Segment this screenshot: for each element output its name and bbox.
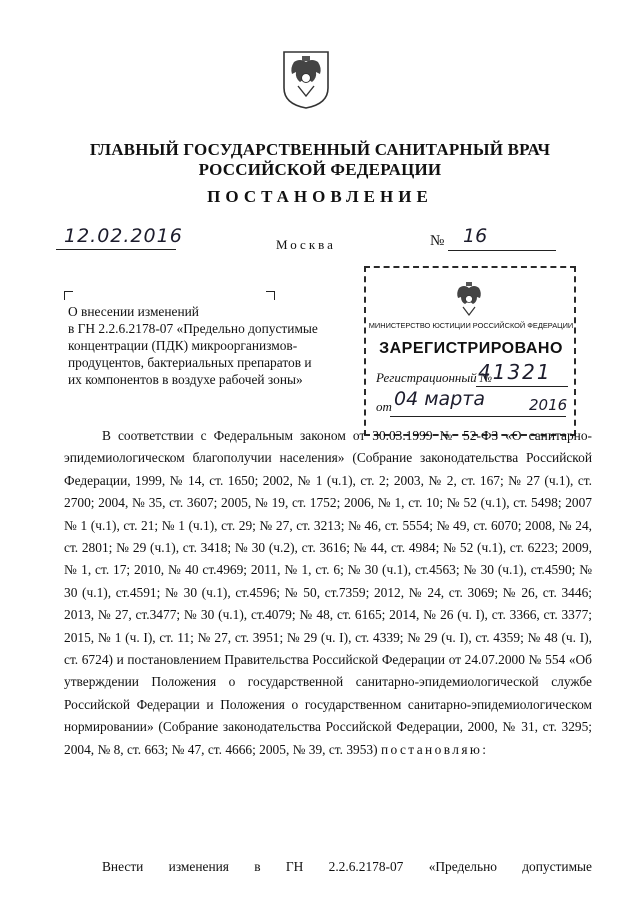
stamp-ministry-name: МИНИСТЕРСТВО ЮСТИЦИИ РОССИЙСКОЙ ФЕДЕРАЦИИ: [368, 321, 574, 330]
subject-line: в ГН 2.2.6.2178-07 «Предельно допустимые: [68, 321, 318, 336]
number-label: №: [430, 233, 445, 249]
state-emblem-icon: [278, 48, 334, 110]
subject-line: продуцентов, бактериальных препаратов и: [68, 355, 312, 370]
subject-line: концентрации (ПДК) микроорганизмов-: [68, 338, 298, 353]
handwritten-number: 16: [463, 225, 488, 247]
stamp-from-label: от: [376, 399, 392, 414]
preamble-paragraph: [64, 425, 592, 761]
stamp-emblem-icon: [450, 278, 488, 320]
subject-bracket-right: [266, 291, 275, 300]
date-underline: [56, 249, 176, 250]
subject-line: их компонентов в воздухе рабочей зоны»: [68, 372, 303, 387]
subject-bracket-left: [64, 291, 73, 300]
city-label: Москва: [276, 237, 336, 252]
subject-line: О внесении изменений: [68, 304, 199, 319]
paragraph-start: Внести изменения в ГН 2.2.6.2178-07 «Предельно допустимые: [102, 859, 592, 874]
preamble-text: В соответствии с Федеральным законом от 30.03.1999 № 52-ФЗ «О санитарно-эпидемиологическом благополучии населения» (Собрание законодательства Российской Федерации, 1999, № 14, ст. 1650; 2002, № 1 (ч.1), ст. 2; 2003, № 2, ст. 167; № 27 (ч.1), ст. 2700; 2004, № 35, ст. 3607; 2005, № 19, ст. 1752; 2006, № 1, ст. 10; № 52 (ч.1), ст. 5498; 2007 № 1 (ч.1), ст. 21; № 1 (ч.1), ст. 29; № 27, ст. 3213; № 46, ст. 5554; № 49, ст. 6070; 2008, № 24, ст. 2801; № 29 (ч.1), ст. 3418; № 30 (ч.2), ст. 3616; № 44, ст. 4984; № 52 (ч.1), ст. 6223; 2009, № 1, ст. 17; 2010, № 40 ст.4969; 2011, № 1, ст. 6; № 30 (ч.1), ст.4563; № 30 (ч.1), ст.4590; № 30 (ч.1), ст.4591; № 30 (ч.1), ст.4596; № 50, ст.7359; 2012, № 24, ст. 3069; № 26, ст. 3446; 2013, № 27, ст.3477; № 30 (ч.1), ст.4079; № 48, ст. 6165; 2014, № 26 (ч. I), ст. 3366, ст. 3377; 2015, № 1 (ч. I), ст. 11; № 27, ст. 3951; № 29 (ч. I), ст. 4339; № 29 (ч. I), ст. 4359; № 48 (ч. I), ст. 6724) и постановлением Правительства Российской Федерации от 24.07.2000 № 554 «Об утверждении Положения о государственной санитарно-эпидемиологической службе Российской Федерации и Положения о государственном санитарно-эпидемиологическом нормировании» (Собрание законодательства Российской Федерации, 2000, № 31, ст. 3295; 2004, № 8, ст. 663; № 47, ст. 4666; 2005, № 39, ст. 3953): [64, 428, 592, 757]
stamp-registered-label: ЗАРЕГИСТРИРОВАНО: [379, 340, 563, 357]
stamp-regno-underline: [476, 386, 568, 387]
issuing-authority-line2: РОССИЙСКОЙ ФЕДЕРАЦИИ: [198, 160, 442, 179]
stamp-regno-handwritten: 41321: [478, 360, 552, 384]
handwritten-date: 12.02.2016: [64, 225, 183, 247]
subject-block: [68, 303, 358, 388]
stamp-date-underline: [390, 416, 566, 417]
document-type-title: ПОСТАНОВЛЕНИЕ: [207, 187, 433, 206]
resolve-word: постановляю:: [380, 741, 489, 757]
number-underline: [448, 250, 556, 251]
stamp-regno-label: Регистрационный №: [376, 370, 493, 385]
issuing-authority-line1: ГЛАВНЫЙ ГОСУДАРСТВЕННЫЙ САНИТАРНЫЙ ВРАЧ: [89, 140, 551, 159]
stamp-date-handwritten: 04 марта: [394, 388, 485, 410]
stamp-year: 2016: [529, 396, 568, 414]
